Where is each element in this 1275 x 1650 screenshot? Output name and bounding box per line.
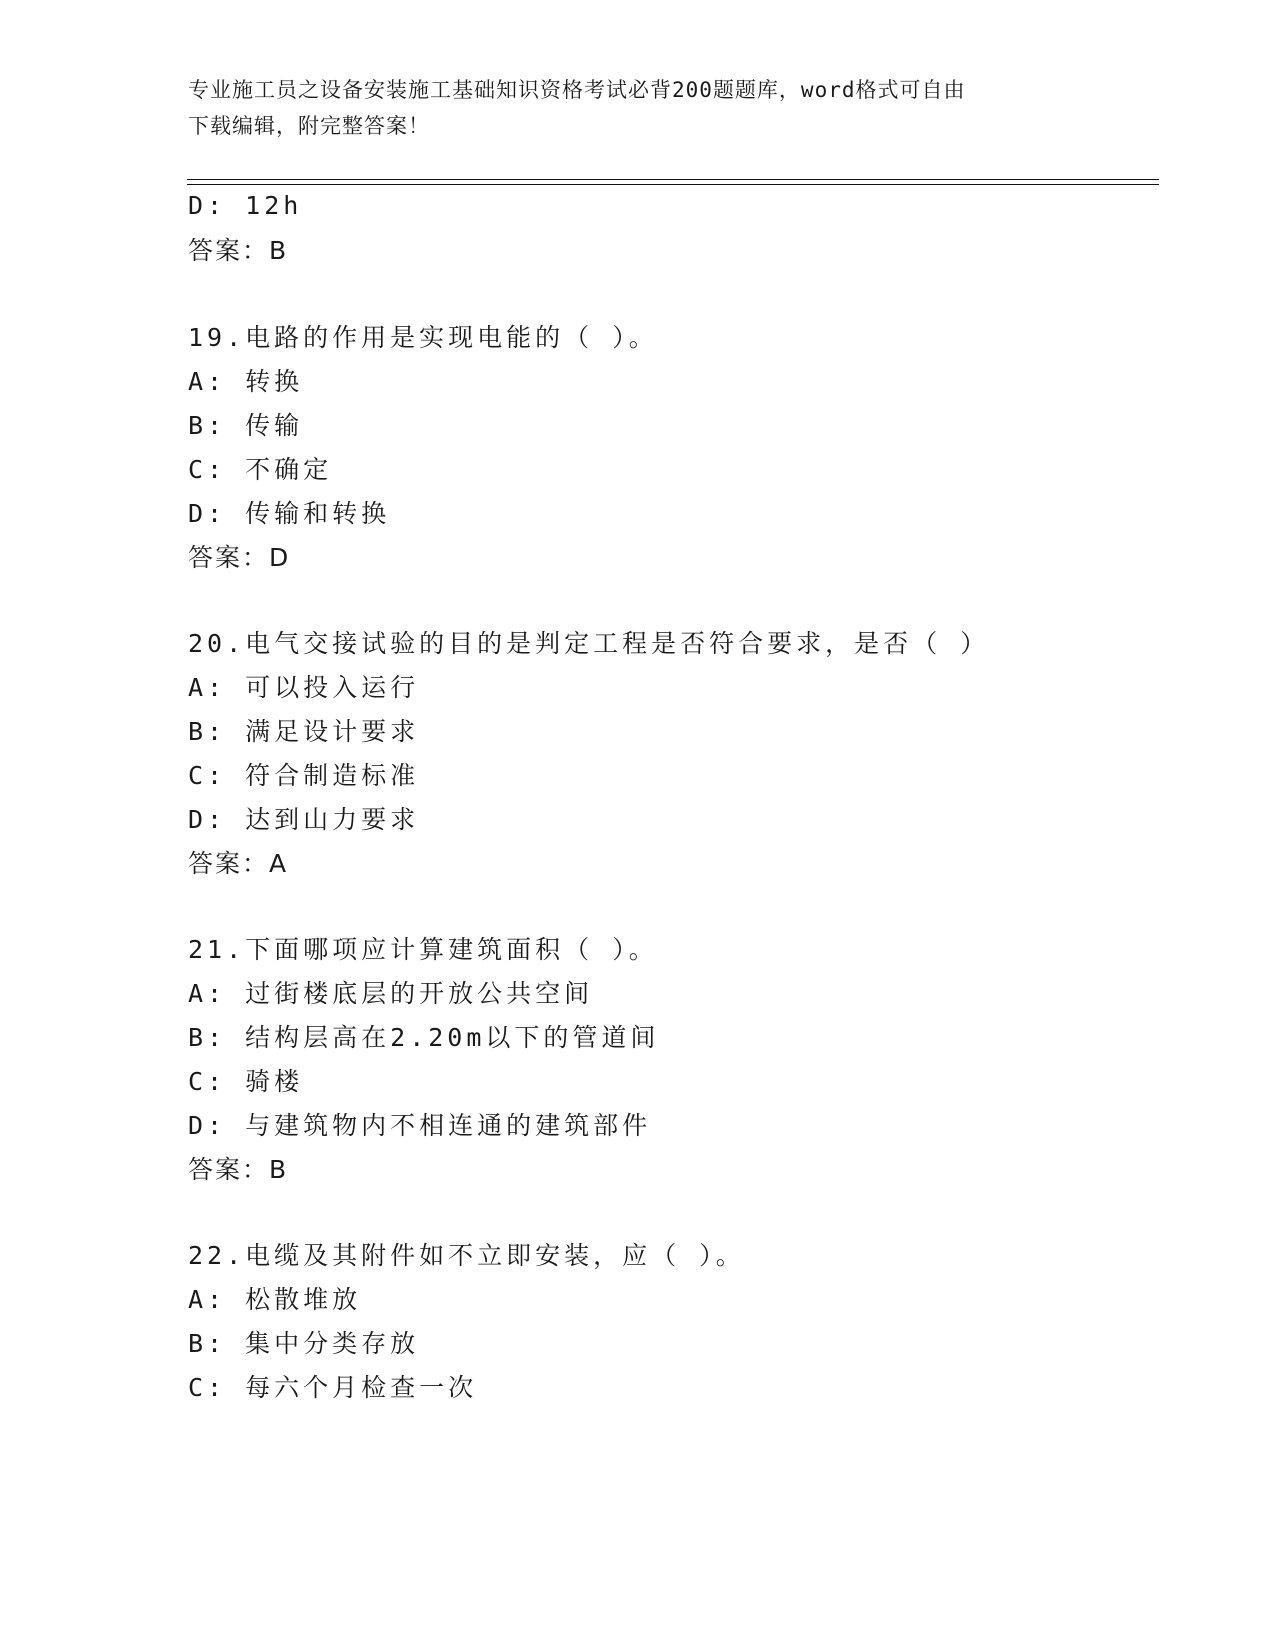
option-c: C: 每六个月检查一次 — [188, 1373, 478, 1402]
header-line-1: 专业施工员之设备安装施工基础知识资格考试必背200题题库，word格式可自由 — [188, 78, 966, 102]
option-a: A: 过街楼底层的开放公共空间 — [188, 979, 594, 1008]
option-a: A: 可以投入运行 — [188, 673, 420, 702]
option-b: B: 满足设计要求 — [188, 717, 420, 746]
question-stem: 19.电路的作用是实现电能的（ ）。 — [188, 323, 658, 352]
document-header — [188, 72, 1088, 144]
answer-line: 答案：B — [188, 1155, 289, 1184]
option-b: B: 集中分类存放 — [188, 1329, 420, 1358]
option-c: C: 骑楼 — [188, 1067, 304, 1096]
answer-line: 答案：B — [188, 236, 289, 265]
option-b: B: 传输 — [188, 411, 304, 440]
option-d: D: 达到山力要求 — [188, 805, 420, 834]
question-stem: 22.电缆及其附件如不立即安装，应（ ）。 — [188, 1241, 745, 1270]
option-c: C: 不确定 — [188, 455, 333, 484]
header-rule-top — [187, 179, 1159, 180]
answer-line: 答案：D — [188, 543, 291, 572]
header-line-2: 下载编辑，附完整答案！ — [188, 114, 430, 138]
option-d: D: 传输和转换 — [188, 499, 391, 528]
option-c: C: 符合制造标准 — [188, 761, 420, 790]
option-a: A: 转换 — [188, 367, 304, 396]
question-stem: 21.下面哪项应计算建筑面积（ ）。 — [188, 935, 658, 964]
question-stem: 20.电气交接试验的目的是判定工程是否符合要求，是否（ ） — [188, 629, 990, 658]
header-rule-bottom — [187, 184, 1159, 185]
option-d: D: 12h — [188, 191, 303, 220]
option-b: B: 结构层高在2.20m以下的管道间 — [188, 1023, 660, 1052]
option-d: D: 与建筑物内不相连通的建筑部件 — [188, 1111, 652, 1140]
option-a: A: 松散堆放 — [188, 1285, 362, 1314]
answer-line: 答案：A — [188, 849, 289, 878]
